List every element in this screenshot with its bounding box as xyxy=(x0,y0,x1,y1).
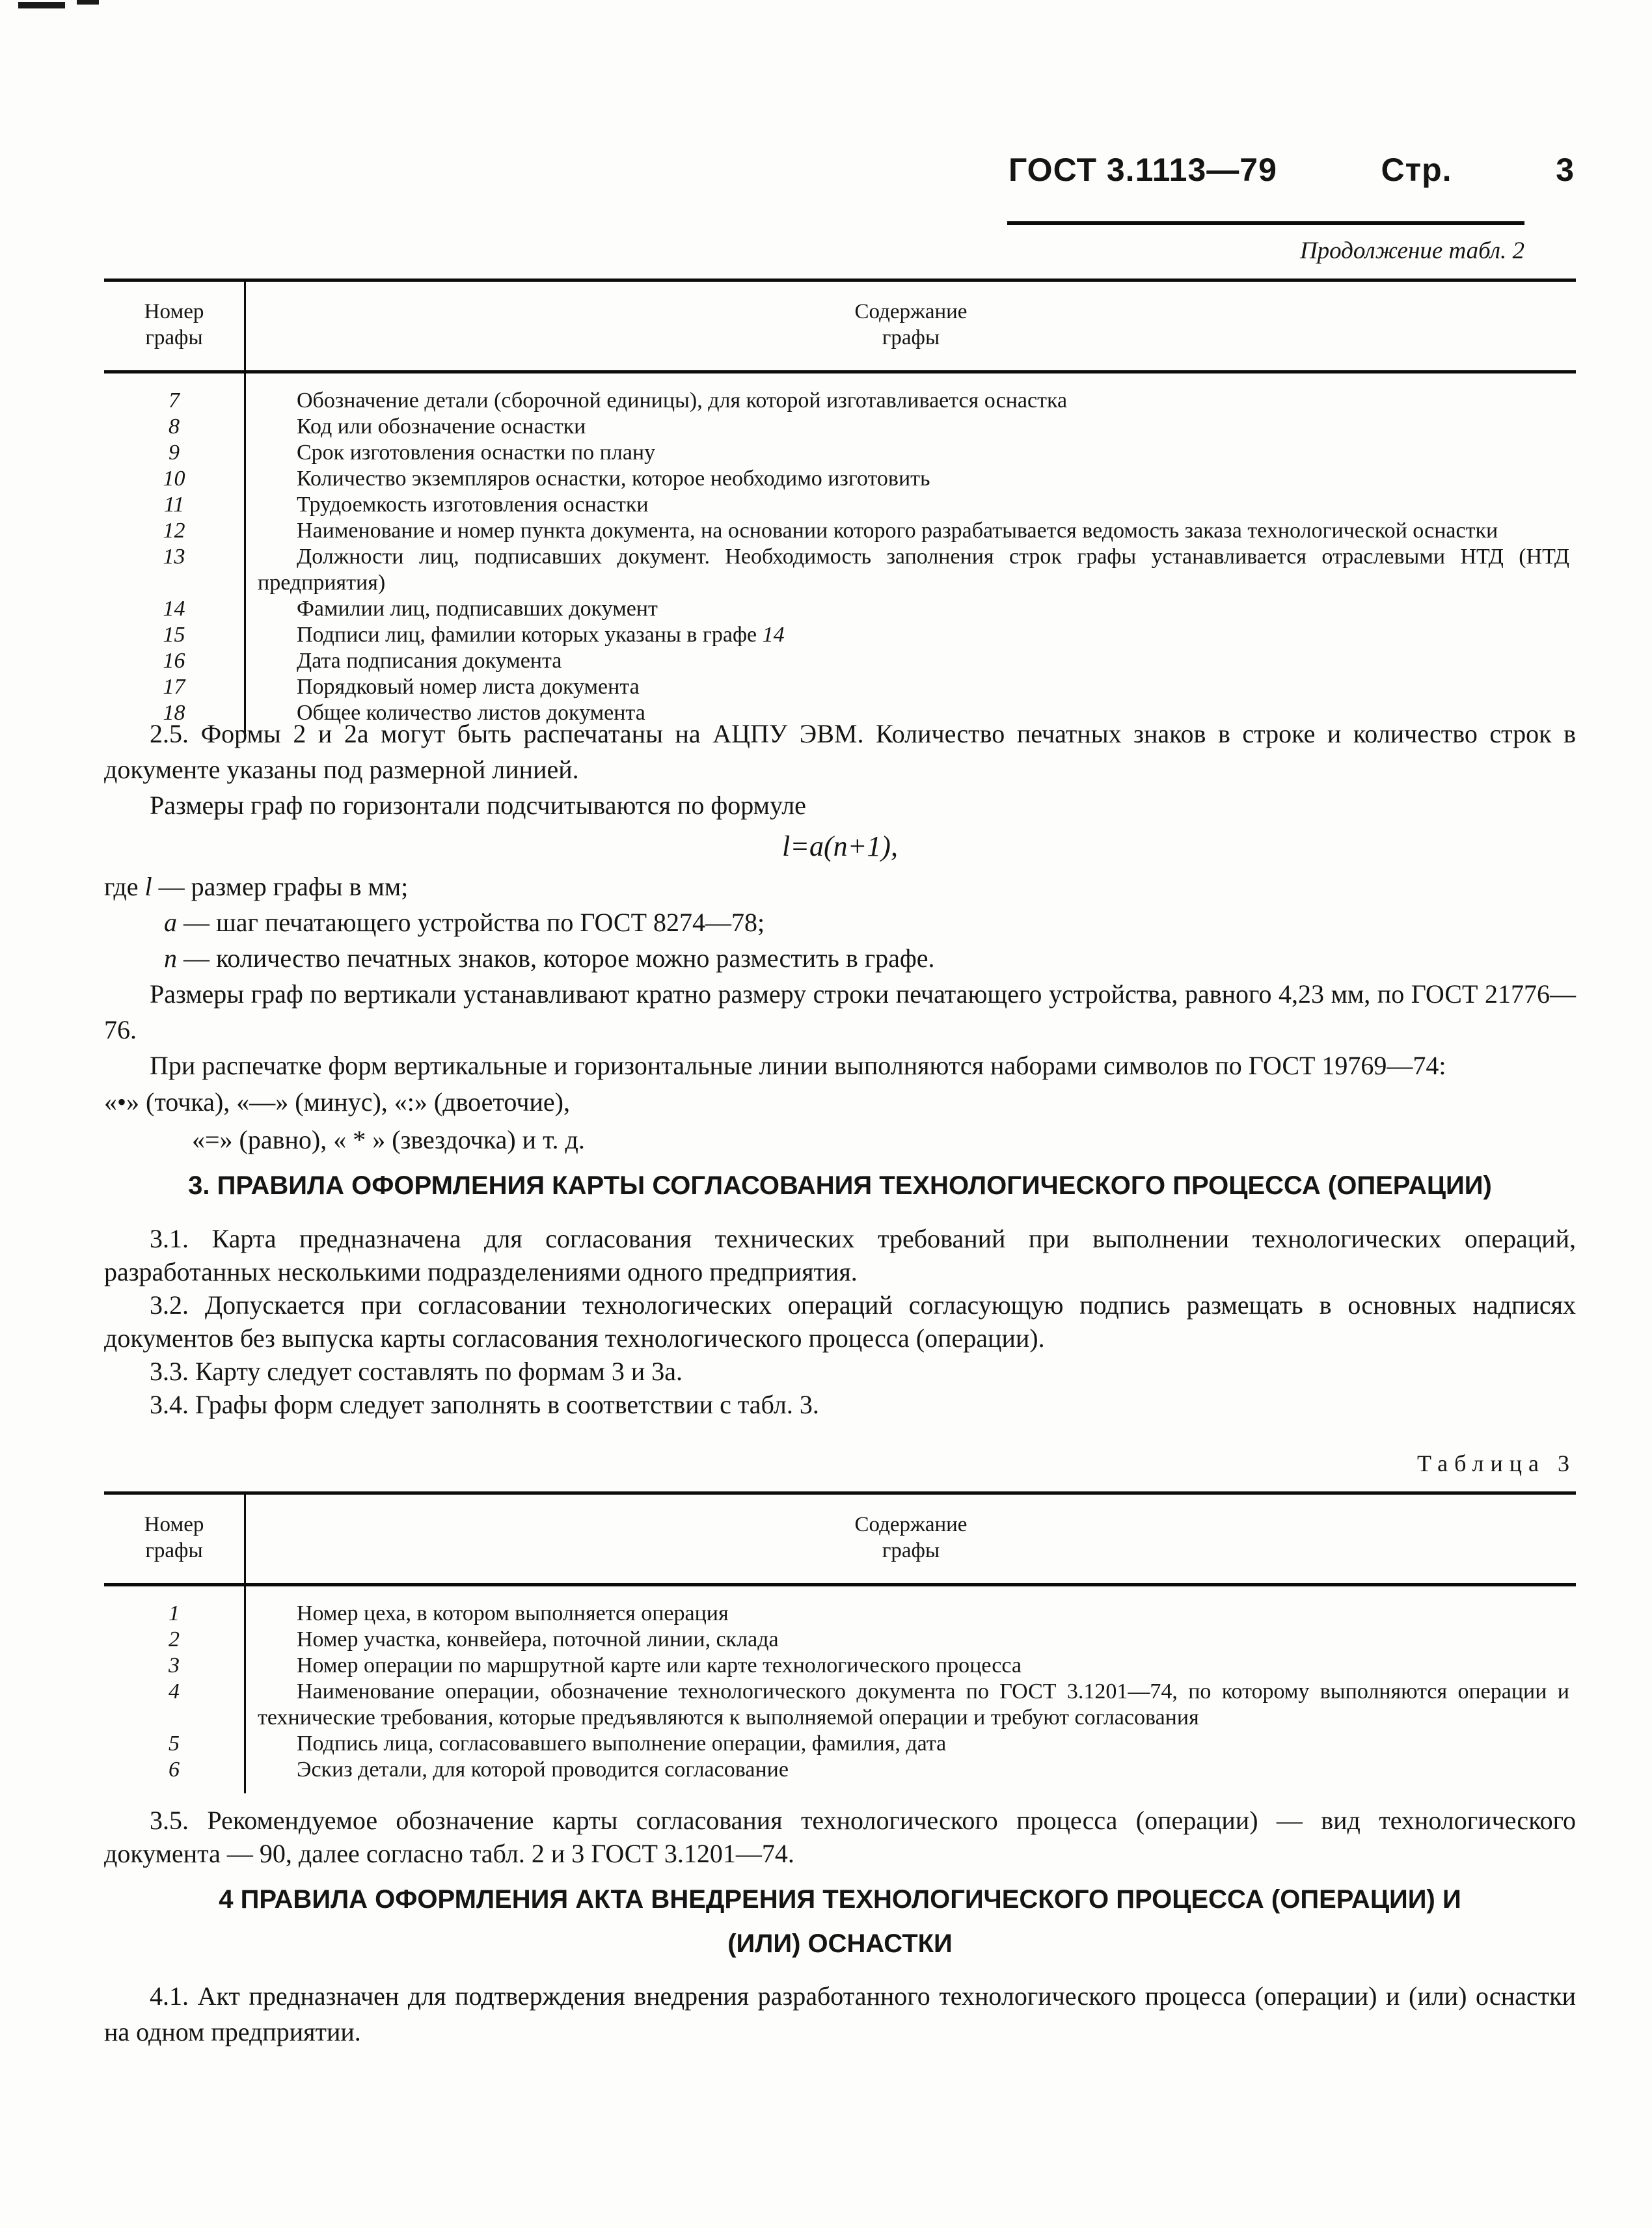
table-row: 16 Дата подписания документа xyxy=(104,648,1576,674)
paragraph-3-2: 3.2. Допускается при согласовании технологических операций согласующую подпись размещать в основных надписях документов без выпуска карты согласования технологического процесса (операции). xyxy=(104,1290,1576,1353)
symbols-line-1: «•» (точка), «—» (минус), «:» (двоеточие), xyxy=(104,1087,570,1117)
table-row: 3 Номер операции по маршрутной карте или карте технологического процесса xyxy=(104,1653,1576,1679)
symbols-line-2: «=» (равно), « * » (звездочка) и т. д. xyxy=(192,1125,585,1154)
table-row: 5 Подпись лица, согласовавшего выполнение операции, фамилия, дата xyxy=(104,1731,1576,1757)
paragraph-3-5-block xyxy=(104,1804,1576,1870)
paragraph-3-1: 3.1. Карта предназначена для согласования технических требований при выполнении технологических операций, разработанных несколькими подразделениями одного предприятия. xyxy=(104,1224,1576,1286)
page-label: Стр. xyxy=(1381,152,1452,188)
section-4-heading-line2: (ИЛИ) ОСНАСТКИ xyxy=(727,1929,953,1958)
paragraph-3-5: 3.5. Рекомендуемое обозначение карты согласования технологического процесса (операции) — вид технологического документа — 90, далее согласно табл. 2 и 3 ГОСТ 3.1201—74. xyxy=(104,1806,1576,1868)
table-row: 7 Обозначение детали (сборочной единицы), для которой изготавливается оснастка xyxy=(104,388,1576,414)
paragraph-2-5: 2.5. Формы 2 и 2а могут быть распечатаны на АЦПУ ЭВМ. Количество печатных знаков в строке и количество строк в документе указаны под размерной линией. xyxy=(104,719,1576,784)
page-number: 3 xyxy=(1556,152,1575,188)
section-4-heading xyxy=(104,1877,1576,1966)
table3 xyxy=(104,1491,1576,1793)
table-row: 9 Срок изготовления оснастки по плану xyxy=(104,440,1576,466)
paragraph-4-1-block xyxy=(104,1978,1576,2050)
section-4-heading-line1: 4 ПРАВИЛА ОФОРМЛЕНИЯ АКТА ВНЕДРЕНИЯ ТЕХНОЛОГИЧЕСКОГО ПРОЦЕССА (ОПЕРАЦИИ) И xyxy=(219,1885,1461,1914)
section-2-5 xyxy=(104,716,1576,1159)
table-row: 6 Эскиз детали, для которой проводится согласование xyxy=(104,1757,1576,1783)
scan-artifact xyxy=(77,0,99,5)
table-row: 14 Фамилии лиц, подписавших документ xyxy=(104,596,1576,622)
table-row: 11 Трудоемкость изготовления оснастки xyxy=(104,492,1576,518)
table3-caption: Таблица 3 xyxy=(1417,1450,1576,1476)
table-row: 8 Код или обозначение оснастки xyxy=(104,414,1576,440)
table2-col2-header: Содержание графы xyxy=(854,300,968,349)
paragraph-3-4: 3.4. Графы форм следует заполнять в соответствии с табл. 3. xyxy=(150,1390,819,1419)
definition-l: где l — размер графы в мм; xyxy=(104,872,409,901)
header-rule xyxy=(1007,221,1524,225)
paragraph-2-5b: Размеры граф по горизонтали подсчитываются по формуле xyxy=(150,791,806,820)
table-row: 17 Порядковый номер листа документа xyxy=(104,674,1576,700)
gost-number: ГОСТ 3.1113—79 xyxy=(1009,152,1277,188)
table-row: 15 Подписи лиц, фамилии которых указаны в графе 14 xyxy=(104,622,1576,648)
table-row: 1 Номер цеха, в котором выполняется операция xyxy=(104,1601,1576,1627)
paragraph-print-lines: При распечатке форм вертикальные и горизонтальные линии выполняются наборами символов по ГОСТ 19769—74: xyxy=(150,1051,1446,1080)
section-3-paragraphs xyxy=(104,1222,1576,1421)
table2 xyxy=(104,278,1576,737)
table2-col1-header: Номер графы xyxy=(104,282,246,370)
table3-header-row xyxy=(104,1495,1576,1586)
table-row: 12 Наименование и номер пункта документа, на основании которого разрабатывается ведомость заказа технологической оснастки xyxy=(104,518,1576,544)
paragraph-vertical-sizes: Размеры граф по вертикали устанавливают кратно размеру строки печатающего устройства, равного 4,23 мм, по ГОСТ 21776—76. xyxy=(104,979,1576,1044)
table-row: 13 Должности лиц, подписавших документ. Необходимость заполнения строк графы устанавливается отраслевыми НТД (НТД предприятия) xyxy=(104,544,1576,596)
paragraph-4-1: 4.1. Акт предназначен для подтверждения внедрения разработанного технологического процесса (операции) и (или) оснастки на одном предприятии. xyxy=(104,1981,1576,2046)
definition-a: a — шаг печатающего устройства по ГОСТ 8274—78; xyxy=(164,908,765,937)
scan-artifact xyxy=(18,2,65,8)
table-row: 10 Количество экземпляров оснастки, которое необходимо изготовить xyxy=(104,466,1576,492)
table-row-spacer xyxy=(104,1586,1576,1601)
table3-col2-header: Содержание графы xyxy=(854,1513,968,1562)
table-row: 2 Номер участка, конвейера, поточной линии, склада xyxy=(104,1627,1576,1653)
table-row-spacer xyxy=(104,1783,1576,1793)
paragraph-3-3: 3.3. Карту следует составлять по формам 3 и 3а. xyxy=(150,1357,683,1386)
table-row: 4 Наименование операции, обозначение технологического документа по ГОСТ 3.1201—74, по которому выполняются операции и технические требования, которые предъявляются к выполняемой операции и требуют согласования xyxy=(104,1679,1576,1731)
table2-caption: Продолжение табл. 2 xyxy=(1299,238,1524,264)
table2-header-row xyxy=(104,282,1576,374)
definition-n: n — количество печатных знаков, которое можно разместить в графе. xyxy=(164,944,935,973)
table3-col1-header: Номер графы xyxy=(104,1495,246,1583)
table-row-spacer xyxy=(104,374,1576,388)
table-row: 18 Общее количество листов документа xyxy=(104,700,1576,726)
section-3-heading: 3. ПРАВИЛА ОФОРМЛЕНИЯ КАРТЫ СОГЛАСОВАНИЯ ТЕХНОЛОГИЧЕСКОГО ПРОЦЕССА (ОПЕРАЦИИ) xyxy=(188,1171,1492,1200)
page-header xyxy=(1009,151,1575,189)
formula: l=a(n+1), xyxy=(782,830,898,862)
